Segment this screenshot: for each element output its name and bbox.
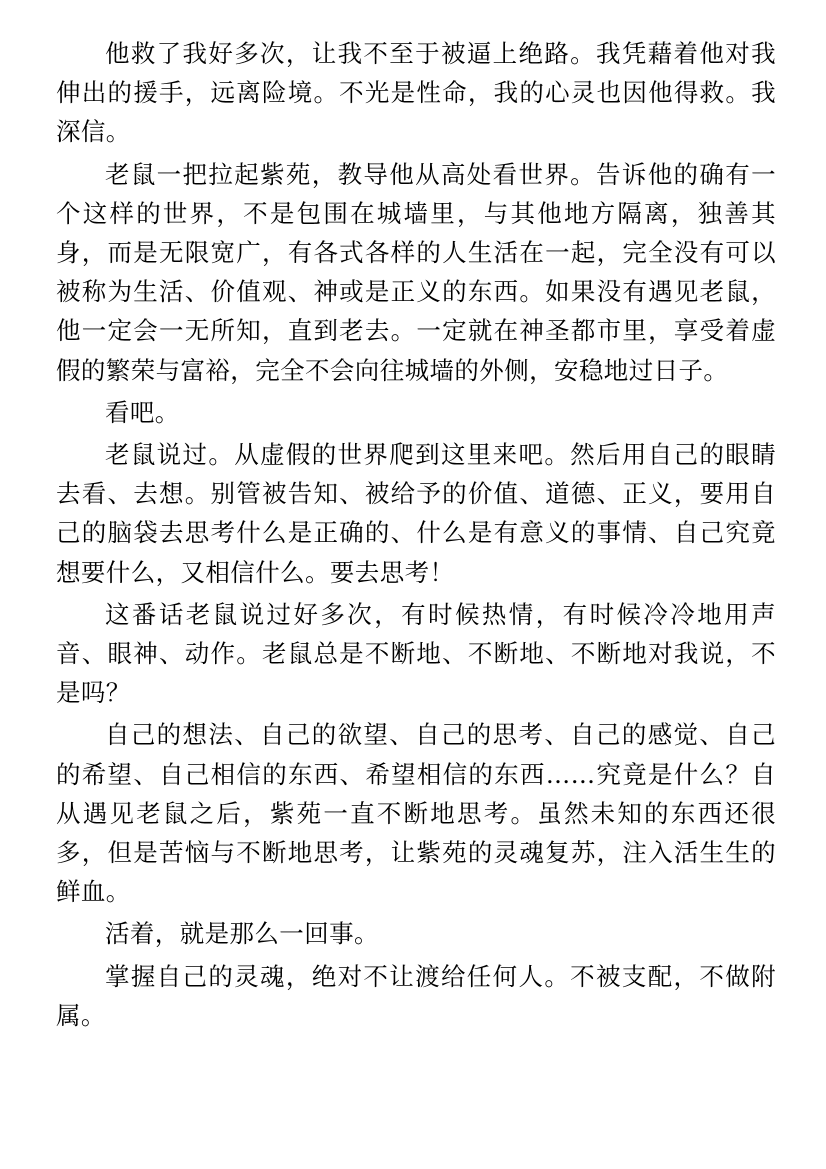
document-page [56, 34, 776, 1038]
paragraph: 他救了我好多次，让我不至于被逼上绝路。我凭藉着他对我伸出的援手，远离险境。不光是性命，我的心灵也因他得救。我深信。 [56, 39, 776, 147]
paragraph: 活着，就是那么一回事。 [105, 919, 379, 949]
paragraph: 掌握自己的灵魂，绝对不让渡给任何人。不被支配，不做附属。 [56, 961, 776, 1030]
paragraph: 看吧。 [105, 397, 180, 427]
paragraph: 自己的想法、自己的欲望、自己的思考、自己的感觉、自己的希望、自己相信的东西、希望相信的东西……究竟是什么？自从遇见老鼠之后，紫苑一直不断地思考。虽然未知的东西还很多，但是苦恼与不断地思考，让紫苑的灵魂复苏，注入活生生的鲜血。 [56, 720, 776, 907]
paragraph: 老鼠一把拉起紫苑，教导他从高处看世界。告诉他的确有一个这样的世界，不是包围在城墙里，与其他地方隔离，独善其身，而是无限宽广，有各式各样的人生活在一起，完全没有可以被称为生活、价值观、神或是正义的东西。如果没有遇见老鼠，他一定会一无所知，直到老去。一定就在神圣都市里，享受着虚假的繁荣与富裕，完全不会向往城墙的外侧，安稳地过日子。 [56, 159, 776, 385]
paragraph: 这番话老鼠说过好多次，有时候热情，有时候冷冷地用声音、眼神、动作。老鼠总是不断地、不断地、不断地对我说，不是吗？ [56, 599, 776, 708]
paragraph: 老鼠说过。从虚假的世界爬到这里来吧。然后用自己的眼睛去看、去想。别管被告知、被给予的价值、道德、正义，要用自己的脑袋去思考什么是正确的、什么是有意义的事情、自己究竟想要什么，又相信什么。要去思考！ [56, 440, 776, 587]
